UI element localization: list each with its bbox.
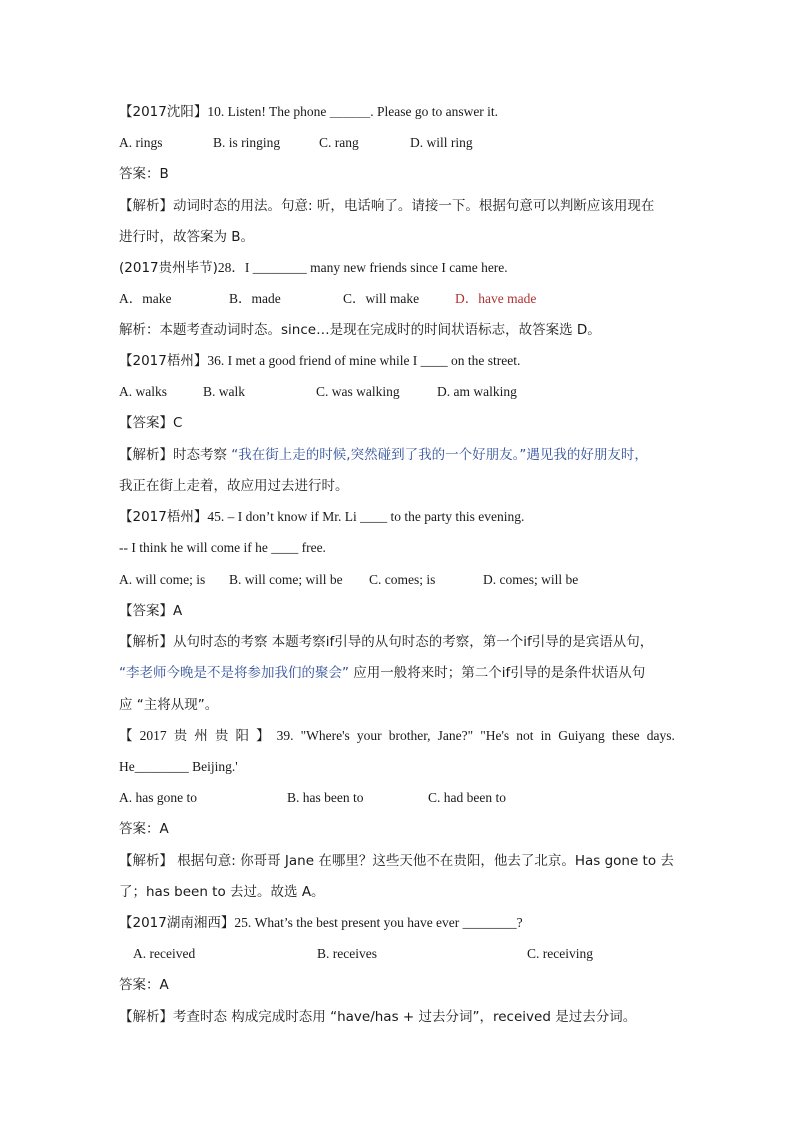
analysis-line xyxy=(119,446,675,464)
source-tag: 【2017梧州】 xyxy=(119,353,208,369)
option-a: A. received xyxy=(133,946,196,961)
question-line-2: He________ Beijing.' xyxy=(119,759,238,774)
answer-line: 答案：B xyxy=(119,166,169,182)
option-c: C. receiving xyxy=(527,946,593,961)
source-tag-part: 贵 xyxy=(173,728,188,744)
option-a: A. walks xyxy=(119,384,167,399)
question-line xyxy=(119,914,675,932)
source-tag-part: 贵 xyxy=(214,728,229,744)
answer-line: 【答案】C xyxy=(119,415,183,431)
question-line xyxy=(119,103,675,121)
analysis-line: 解析：本题考查动词时态。since…是现在完成时的时间状语标志，故答案选 D。 xyxy=(119,322,601,338)
analysis-quote: “我在街上走的时候,突然碰到了我的一个好朋友。”遇见我的好朋友时， xyxy=(231,447,648,463)
option-c: C. was walking xyxy=(316,384,400,399)
option-a: A. rings xyxy=(119,135,163,150)
analysis-quote: “李老师今晚是不是将参加我们的聚会” xyxy=(119,665,349,681)
analysis-line: 【解析】 根据句意: 你哥哥 Jane 在哪里？这些天他不在贵阳，他去了北京。Has gone to 去 xyxy=(119,853,674,869)
question-text: 10. Listen! The phone ＿＿＿. Please go to answer it. xyxy=(207,104,499,119)
question-word: your xyxy=(356,728,382,743)
question-text: 28．I ________ many new friends since I came here. xyxy=(217,260,508,275)
option-d: D. will ring xyxy=(410,135,473,150)
question-word: these xyxy=(611,728,640,743)
answer-line: 答案：A xyxy=(119,821,169,837)
question-text: 25. What’s the best present you have ever ________? xyxy=(234,915,523,930)
question-line xyxy=(119,259,675,277)
source-tag: 【2017沈阳】 xyxy=(119,104,208,120)
question-line-2: -- I think he will come if he ____ free. xyxy=(119,540,326,555)
option-b: B．made xyxy=(229,291,281,306)
option-a: A. has gone to xyxy=(119,790,197,805)
question-line-justified xyxy=(119,727,675,745)
option-c: C. comes; is xyxy=(369,572,436,587)
source-tag-part: 】 xyxy=(256,728,270,744)
question-word: Jane?" xyxy=(437,728,474,743)
analysis-line xyxy=(119,664,675,682)
question-word: brother, xyxy=(388,728,431,743)
answer-line: 【答案】A xyxy=(119,603,183,619)
analysis-line: 【解析】动词时态的用法。句意: 听，电话响了。请接一下。根据句意可以判断应该用现在 xyxy=(119,198,655,214)
question-line xyxy=(119,508,675,526)
question-word: "He's xyxy=(480,728,510,743)
option-b: B. will come; will be xyxy=(229,572,343,587)
source-tag-part: 2017 xyxy=(139,728,167,743)
option-c: C. rang xyxy=(319,135,359,150)
question-word: in xyxy=(540,728,552,743)
source-tag: 【2017梧州】 xyxy=(119,509,208,525)
analysis-line: 【解析】从句时态的考察 本题考察if引导的从句时态的考察，第一个if引导的是宾语从句， xyxy=(119,634,654,650)
question-word: 39. xyxy=(276,728,294,743)
option-c: C. had been to xyxy=(428,790,506,805)
analysis-line: 应 “主将从现”。 xyxy=(119,697,219,713)
question-text: 36. I met a good friend of mine while I ____ on the street. xyxy=(207,353,521,368)
source-tag-part: 阳 xyxy=(235,728,249,744)
option-b: B. is ringing xyxy=(213,135,281,150)
source-tag: (2017贵州毕节) xyxy=(119,260,218,276)
option-b: B. receives xyxy=(317,946,377,961)
answer-line: 答案：A xyxy=(119,977,169,993)
question-line xyxy=(119,352,675,370)
option-b: B. walk xyxy=(203,384,245,399)
option-a: A. will come; is xyxy=(119,572,206,587)
question-word: not xyxy=(516,728,534,743)
analysis-text: 应用一般将来时；第二个if引导的是条件状语从句 xyxy=(349,665,646,681)
question-word: days. xyxy=(646,728,675,743)
question-word: "Where's xyxy=(300,728,350,743)
analysis-line: 进行时，故答案为 B。 xyxy=(119,229,255,245)
analysis-line: 了；has been to 去过。故选 A。 xyxy=(119,884,325,900)
analysis-head: 【解析】时态考察 xyxy=(119,447,232,463)
source-tag-part: 【 xyxy=(119,728,133,744)
option-d: D. comes; will be xyxy=(483,572,579,587)
option-d-highlighted: D．have made xyxy=(455,291,537,306)
analysis-line: 我正在街上走着，故应用过去进行时。 xyxy=(119,478,349,494)
question-word: Guiyang xyxy=(558,728,605,743)
option-c: C．will make xyxy=(343,291,420,306)
option-b: B. has been to xyxy=(287,790,364,805)
source-tag-part: 州 xyxy=(194,728,208,744)
option-a: A．make xyxy=(119,291,172,306)
question-text: 45. – I don’t know if Mr. Li ____ to the party this evening. xyxy=(207,509,525,524)
source-tag: 【2017湖南湘西】 xyxy=(119,915,235,931)
option-d: D. am walking xyxy=(437,384,517,399)
analysis-line: 【解析】考查时态 构成完成时态用 “have/has + 过去分词”，received 是过去分词。 xyxy=(119,1009,637,1025)
